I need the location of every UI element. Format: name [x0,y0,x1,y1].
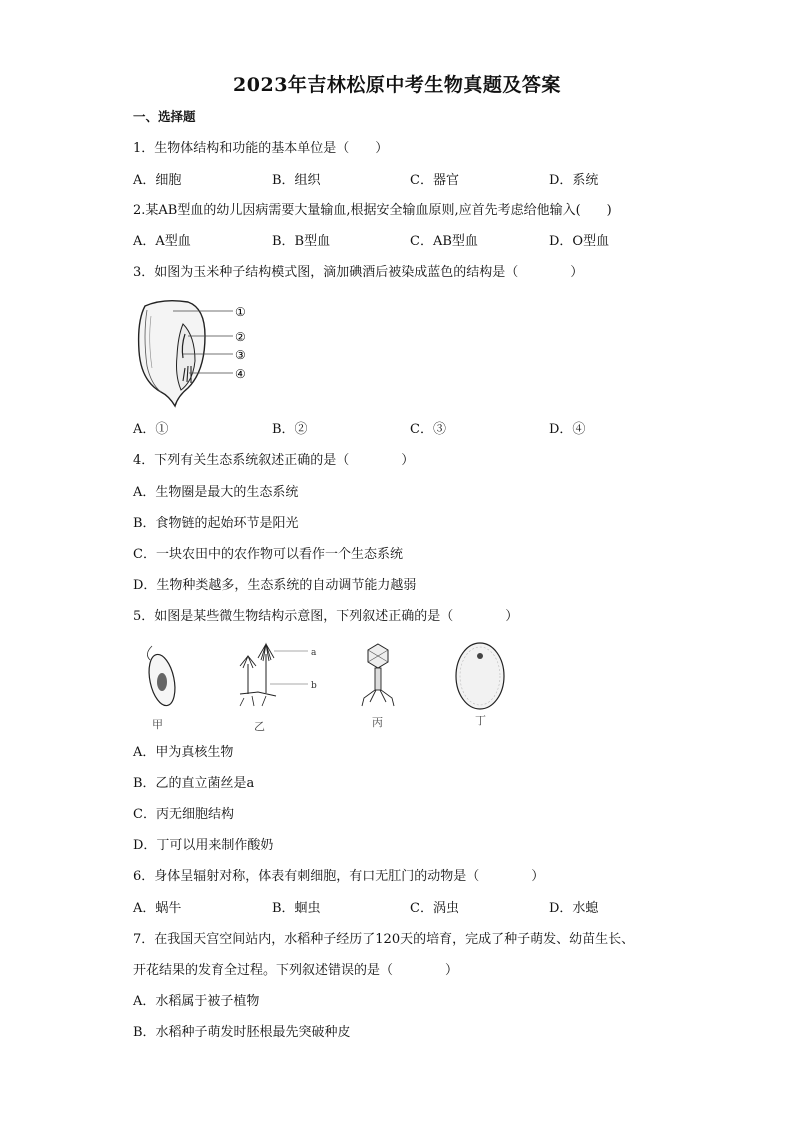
q5-option-d: D．丁可以用来制作酸奶 [133,838,274,853]
q6-option-a: A．蜗牛 [133,901,182,916]
q7-option-a: A．水稻属于被子植物 [133,994,260,1009]
q2-option-c: C．AB型血 [410,234,478,249]
yeast-drawing [456,643,504,709]
q2-option-a: A．A型血 [133,234,191,249]
microorganisms-figure [140,636,520,736]
figure-label-ding: 丁 [475,714,486,727]
question-5-stem: 5．如图是某些微生物结构示意图，下列叙述正确的是（ ） [133,609,519,624]
seed-label-3: ③ [235,348,246,362]
mold-label-b: b [311,681,317,691]
question-3-stem: 3．如图为玉米种子结构模式图，滴加碘酒后被染成蓝色的结构是（ ） [133,265,584,280]
section-heading: 一、选择题 [133,109,196,124]
virus-drawing [362,644,394,706]
mold-label-a: a [311,648,317,658]
mold-drawing [240,644,317,706]
page-title: 2023年吉林松原中考生物真题及答案 [233,74,561,96]
q5-option-c: C．丙无细胞结构 [133,807,234,822]
q6-option-d: D．水螅 [549,901,599,916]
q5-option-b: B．乙的直立菌丝是a [133,776,255,791]
figure-label-bing: 丙 [372,716,383,729]
question-6-stem: 6．身体呈辐射对称，体表有刺细胞，有口无肛门的动物是（ ） [133,869,545,884]
question-2-stem: 2.某AB型血的幼儿因病需要大量输血,根据安全输血原则,应首先考虑给他输入( ) [133,203,612,218]
q5-option-a: A．甲为真核生物 [133,745,234,760]
q1-option-a: A．细胞 [133,173,182,188]
seed-label-2: ② [235,330,246,344]
q4-option-b: B．食物链的起始环节是阳光 [133,516,299,531]
q7-option-b: B．水稻种子萌发时胚根最先突破种皮 [133,1025,351,1040]
q1-option-d: D．系统 [549,173,599,188]
q4-option-c: C．一块农田中的农作物可以看作一个生态系统 [133,547,403,562]
q6-option-c: C．涡虫 [410,901,459,916]
seed-label-4: ④ [235,367,246,381]
question-7-stem-line1: 7．在我国天宫空间站内，水稻种子经历了120天的培育，完成了种子萌发、幼苗生长、 [133,932,635,947]
q6-option-b: B．蛔虫 [272,901,321,916]
question-4-stem: 4．下列有关生态系统叙述正确的是（ ） [133,453,415,468]
q4-option-d: D．生物种类越多，生态系统的自动调节能力越弱 [133,578,417,593]
figure-label-jia: 甲 [152,718,163,731]
q1-option-b: B．组织 [272,173,321,188]
q3-option-c: C．③ [410,422,446,437]
question-1-stem: 1．生物体结构和功能的基本单位是（ ） [133,141,389,156]
q1-option-c: C．器官 [410,173,459,188]
q2-option-d: D．O型血 [549,234,610,249]
q3-option-b: B．② [272,422,308,437]
seed-label-1: ① [235,305,246,319]
q4-option-a: A．生物圈是最大的生态系统 [133,485,299,500]
q2-option-b: B．B型血 [272,234,331,249]
figure-label-yi: 乙 [254,720,265,733]
bacterium-drawing [145,646,179,708]
q3-option-a: A．① [133,422,169,437]
question-7-stem-line2: 开花结果的发育全过程。下列叙述错误的是（ ） [133,963,459,978]
corn-seed-figure [133,296,273,411]
q3-option-d: D．④ [549,422,586,437]
